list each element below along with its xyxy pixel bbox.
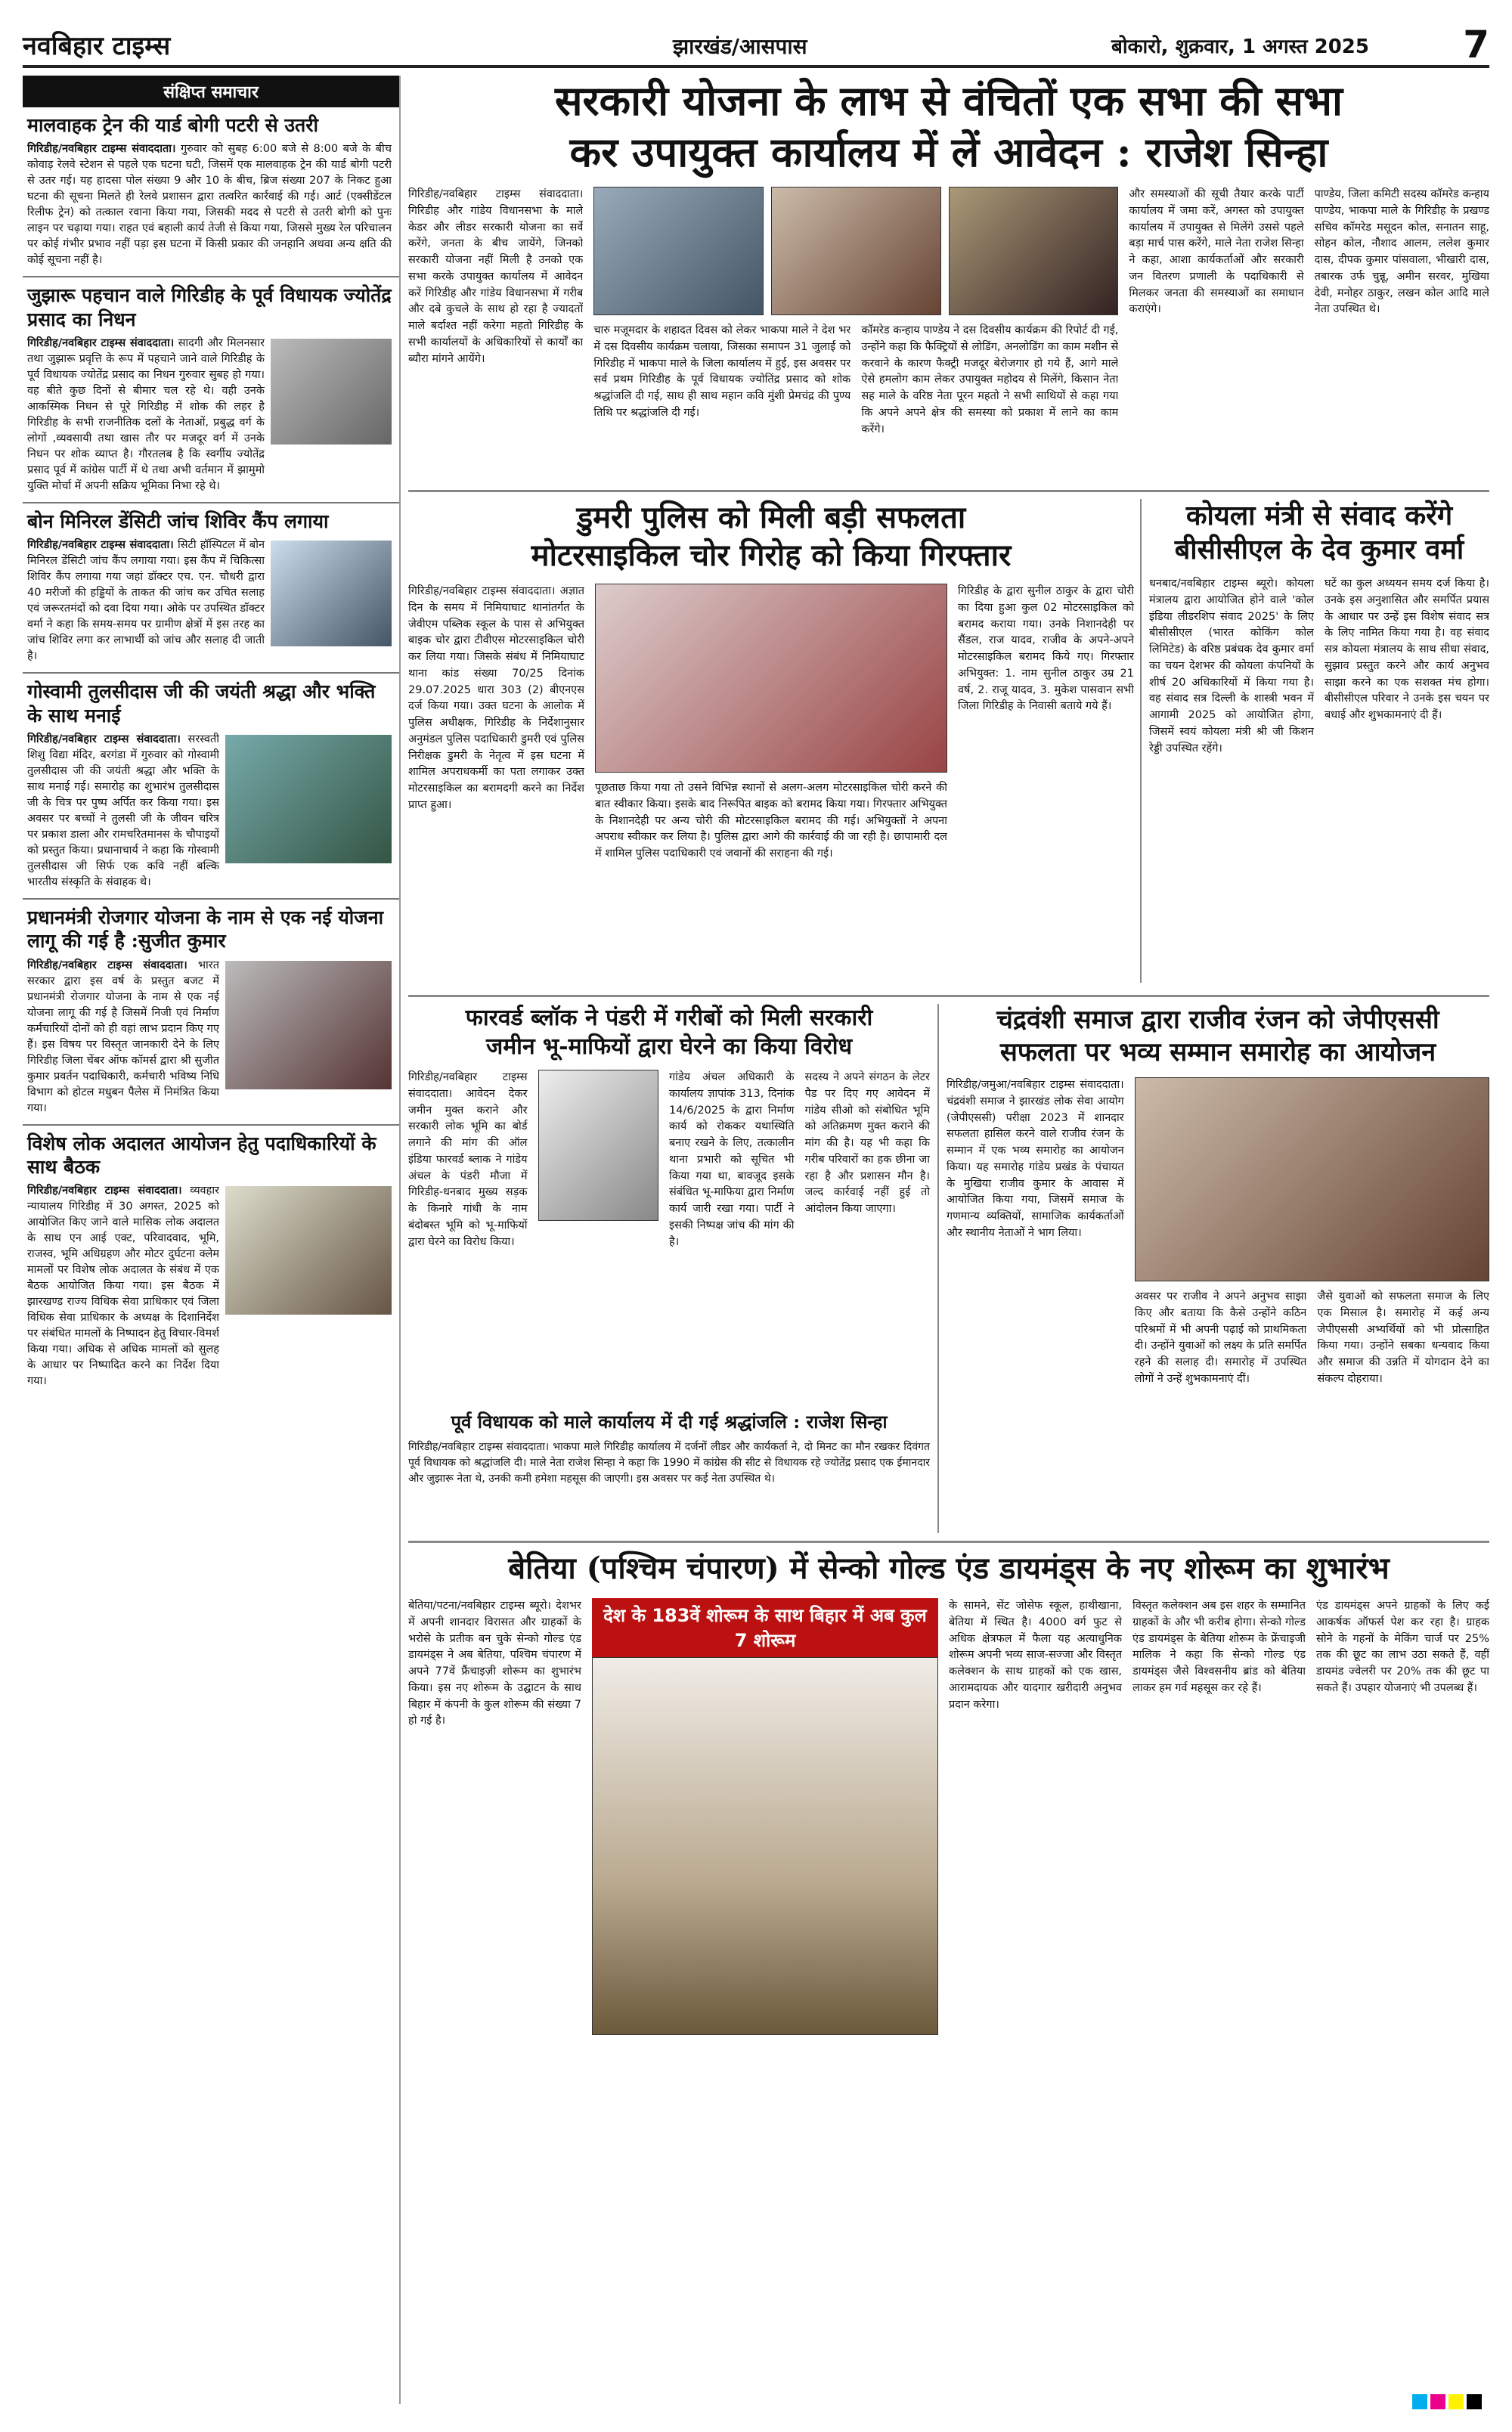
brief-body: गिरिडीह/नवबिहार टाइम्स संवाददाता। व्यवहार न्यायालय गिरिडीह में 30 अगस्त, 2025 को आयोजित किए जाने वाले मासिक लोक अदालत के साथ एन आई एक्ट, परिवादवाद, भूमि, राजस्व, भूमि अधिग्रहण और मोटर दुर्घटना क्लेम मामलों पर विशेष लोक अदालत के संबंध में एक बैठक आयोजित किया गया। इस बैठक में झारखण्ड राज्य विधिक सेवा प्राधिकार एवं जिला विधिक सेवा प्राधिकार के अध्यक्ष के दिशानिर्देश पर संबंधित मामलों के निष्पादन हेतु विचार-विमर्श किया गया। अधिक से अधिक मामलों को सुलह के आधार पर निष्पादित करने का निर्देश दिया गया।	[27, 1185, 219, 1388]
brief-headline: बोन मिनिरल डेंसिटी जांच शिविर कैंप लगाया	[27, 510, 329, 533]
story-column: पाण्डेय, जिला कमिटी सदस्य कॉमरेड कन्हाय पाण्डेय, भाकपा माले के गिरिडीह के प्रखण्ड सचिव कॉमरेड मसूदन कोल, सनातन साहू, सोहन कोल, नौशाद आलम, ललेश कुमार दास, दीपक कुमार पांसवाला, भीखारी दास, तबारक उर्फ चुन्नू, अमीन सरवर, मुखिया देवी, मनोहर ठाकुर, लखन कोल आदि माले नेता उपस्थित थे।	[1314, 188, 1489, 316]
yellow-swatch	[1448, 2394, 1464, 2409]
story-column: अवसर पर राजीव ने अपने अनुभव साझा किए और बताया कि कैसे उन्होंने कठिन परिश्रमों में भी अपनी पढ़ाई को प्राथमिकता दी। उन्होंने युवाओं को लक्ष्य के प्रति समर्पित रहने की सलाह दी। समारोह में उपस्थित लोगों ने उन्हें शुभकामनाएं दीं।	[1134, 1290, 1307, 1385]
divider	[408, 490, 1489, 492]
page-number: 7	[1463, 23, 1489, 67]
story-column: जैसे युवाओं को सफलता समाज के लिए एक मिसाल है। समारोह में कई अन्य जेपीएससी अभ्यर्थियों को भी प्रोत्साहित किया गया। उन्होंने सबका धन्यवाद किया और समाज की उन्नति में योगदान देने का संकल्प दोहराया।	[1317, 1290, 1489, 1385]
fwd-headline-line2: जमीन भू-माफियों द्वारा घेरने का किया विरोध	[485, 1033, 853, 1060]
brief-headline: जुझारू पहचान वाले गिरिडीह के पूर्व विधायक ज्योतेंद्र प्रसाद का निधन	[27, 284, 392, 330]
brief-body: गिरिडीह/नवबिहार टाइम्स संवाददाता। सरस्वती शिशु विद्या मंदिर, बरगंडा में गुरुवार को गोस्वामी तुलसीदास जी की जयंती श्रद्धा और भक्ति के साथ मनाई गई। समारोह का शुभारंभ तुलसीदास जी के चित्र पर पुष्प अर्पित कर किया गया। इस अवसर पर बच्चों ने तुलसी जी के जीवन चरित्र पर प्रकाश डाला और रामचरितमानस के चौपाइयों को प्रस्तुत किया। प्रधानाचार्य ने कहा कि गोस्वामी तुलसीदास जी सिर्फ एक कवि नहीं बल्कि भारतीय संस्कृति के संवाहक थे।	[27, 733, 219, 889]
story-column: गिरिडीह/नवबिहार टाइम्स संवाददाता। अज्ञात दिन के समय में निमियाघाट थानांतर्गत के जेवीएम पब्लिक स्कूल के पास से अभियुक्त बाइक चोर द्वारा टीवीएस मोटरसाइकिल चोरी कर लिया गया। जिसके संबंध में निमियाघाट थाना कांड संख्या 70/25 दिनांक 29.07.2025 धारा 303 (2) बीएनएस दर्ज किया गया। उक्त घटना के आलोक में पुलिस अधीक्षक, गिरिडीह के निर्देशानुसार अनुमंडल पुलिस पदाधिकारी डुमरी एवं पुलिस निरीक्षक डुमरी के नेतृत्व में इस घटना में शामिल अपराधकर्मी का पता लगाकर उक्त मोटरसाइकिल का बरामदगी करने का निर्देश प्राप्त हुआ।	[408, 585, 584, 811]
masthead: नवबिहार टाइम्स	[23, 31, 171, 61]
senco-headline: बेतिया (पश्चिम चंपारण) में सेन्को गोल्ड एंड डायमंड्स के नए शोरूम का शुभारंभ	[508, 1551, 1390, 1586]
black-swatch	[1467, 2394, 1482, 2409]
story-column: धनबाद/नवबिहार टाइम्स ब्यूरो। कोयला मंत्रालय द्वारा आयोजित होने वाले 'कोल इंडिया लीडरशिप संवाद 2025' के लिए बीसीसीएल (भारत कोकिंग कोल लिमिटेड) के वरिष्ठ प्रबंधक देव कुमार वर्मा का चयन देशभर की कोयला कंपनियों के शीर्ष 20 अधिकारियों में किया गया है। वह संवाद सत्र दिल्ली के शास्त्री भवन में आगामी 2025 को आयोजित होगा, जिसमें स्वयं कोयला मंत्री श्री जी किशन रेड्डी उपस्थित रहेंगे।	[1149, 578, 1314, 754]
issue-date: बोकारो, शुक्रवार, 1 अगस्त 2025	[1111, 36, 1369, 58]
page-header	[23, 23, 1489, 68]
story-column: चारु मजूमदार के शहादत दिवस को लेकर भाकपा माले ने देश भर में दस दिवसीय कार्यक्रम चलाया, जिसका समापन 31 जुलाई को गिरिडीह में भाकपा माले के जिला कार्यालय में हुई, इस अवसर पर सर्व प्रथम गिरिडीह के पूर्व विधायक ज्योतिंद्र प्रसाद को शोक श्रद्धांजलि दी गई, साथ ही साथ महान कवि मुंशी प्रेमचंद्र की पुण्य तिथि पर श्रद्धांजलि दी गई।	[593, 324, 851, 419]
senco-story	[408, 1550, 1489, 2404]
meeting-photo	[225, 961, 392, 1089]
briefs-column	[23, 76, 401, 2404]
senco-banner: देश के 183वें शोरूम के साथ बिहार में अब कुल 7 शोरूम	[592, 1598, 938, 1657]
school-event-photo	[225, 735, 392, 863]
gathering-photo	[771, 187, 941, 315]
brief-item	[23, 674, 399, 900]
obituary-body: गिरिडीह/नवबिहार टाइम्स संवाददाता। भाकपा माले गिरिडीह कार्यालय में दर्जनों लीडर और कार्यकर्ता ने, दो मिनट का मौन रखकर दिवंगत पूर्व विधायक को श्रद्धांजलि दी। माले नेता राजेश सिन्हा ने कहा कि 1990 में कांग्रेस की सीट से विधायक रहे ज्योतेंद्र प्रसाद एक ईमानदार और जुझारू नेता थे, उनकी कमी हमेशा महसूस की जाएगी। इस अवसर पर कई नेता उपस्थित थे।	[408, 1441, 930, 1485]
brief-headline: विशेष लोक अदालत आयोजन हेतु पदाधिकारियों के साथ बैठक	[27, 1132, 376, 1178]
brief-headline: गोस्वामी तुलसीदास जी की जयंती श्रद्धा और भक्ति के साथ मनाई	[27, 680, 376, 727]
lead-story	[408, 76, 1489, 484]
story-column: कॉमरेड कन्हाय पाण्डेय ने दस दिवसीय कार्यक्रम की रिपोर्ट दी गई, उन्होंने कहा कि फैक्ट्रियों से लोडिंग, अनलोडिंग का काम मशीन से करवाने के कारण फैक्ट्री मजदूर बेरोजगार हो गये हैं, आगे माले ऐसे हमलोग काम लेकर उपायुक्त महोदय से मिलेंगे, किसान नेता सह माले के वरिष्ठ नेता पूरन महतो ने सभी साथियों से कहा गया कि अपने अपने क्षेत्र की समस्या को प्रकाश में लाने का काम करेंगे।	[861, 324, 1119, 435]
forward-block-story	[408, 1004, 930, 1405]
story-column: पूछताछ किया गया तो उसने विभिन्न स्थानों से अलग-अलग मोटरसाइकिल चोरी करने की बात स्वीकार किया। इसके बाद निरूपित बाइक को बरामद किया गया। गिरफ्तार अभियुक्त के निशानदेही पर अन्य चोरी की मोटरसाइकिल बरामद की गई। अभियुक्तों ने अपना अपराध स्वीकार कर लिया है। पुलिस द्वारा आगे की कार्रवाई की जा रही है। छापामारी दल में शामिल पुलिस पदाधिकारी एवं जवानों की सराहना की गई।	[595, 782, 947, 860]
section-name: झारखंड/आसपास	[673, 34, 807, 59]
story-column: गिरिडीह/नवबिहार टाइम्स संवाददाता। गिरिडीह और गांडेय विधानसभा के माले केडर और लीडर सरकारी योजना का सर्वे करेंगे, जनता के बीच जायेंगे, जिनको सरकारी योजना नहीं मिली है उनको एक सभा करके उपायुक्त कार्यालय में आवेदन करें गिरिडीह और गांडेय विधानसभा में गरीब और दबे कुचले के साथ हो रहा है ज्यादतों माले बर्दाश्त नहीं करेगा महतो गिरिडीह के सभी कार्यालयों के अधिकारियों से कार्यों का ब्यौरा मांगने आयेंगे।	[408, 188, 584, 365]
brief-body: गिरिडीह/नवबिहार टाइम्स संवाददाता। भारत सरकार द्वारा इस वर्ष के प्रस्तुत बजट में प्रधानमंत्री रोजगार योजना के नाम से एक नई योजना लागू की गई है जिसमें निजी एवं निर्माण कर्मचारियों दोनों को ही वहां लाभ प्रदान किए गए हैं। इस विषय पर विस्तृत जानकारी देने के लिए गिरिडीह जिला चेंबर ऑफ कॉमर्स द्वारा श्री सुजीत कुमार प्रवर्तन पदाधिकारी, कर्मचारी भविष्य निधि विभाग को होटल मधुबन पैलेस में निमंत्रित किया गया।	[27, 959, 219, 1114]
divider	[937, 1004, 939, 1533]
lead-headline-line2: कर उपायुक्त कार्यालय में लें आवेदन : राजेश सिन्हा	[569, 127, 1328, 176]
brief-body: गिरिडीह/नवबिहार टाइम्स संवाददाता। सादगी और मिलनसार तथा जुझारू प्रवृत्ति के रूप में पहचाने जाने वाले गिरिडीह के पूर्व विधायक ज्योतेंद्र प्रसाद का निधन गुरुवार सुबह हो गया। वह बीते कुछ दिनों से बीमार चल रहे थे। वही उनके आकस्मिक निधन से पूरे गिरिडीह में शोक की लहर है गिरिडीह के सभी राजनीतिक दलों के नेताओं, प्रबुद्ध वर्ग के लोगों ,व्यवसायी तथा खास तौर पर मजदूर वर्ग में उनके निधन पर शोक व्याप्त है। गौरतलब है कि स्वर्गीय ज्योतेंद्र प्रसाद पूर्व में कांग्रेस पार्टी में थे तथा अभी वर्तमान में झामुमो युक्ति मोर्चा में अपनी सक्रिय भूमिका निभा रहे थे।	[27, 336, 265, 493]
brief-body: गिरिडीह/नवबिहार टाइम्स संवाददाता। सिटी हॉस्पिटल में बोन मिनिरल डेंसिटी जांच कैंप लगाया गया। इस कैंप में चिकित्सा शिविर कैंप लगाया गया जहां डॉक्टर एच. एन. चौधरी द्वारा 40 मरीजों की हड्डियों के ताकत की जांच कर उचित सलाह एवं जरूरतमंदों को दवा दिया गया। ओके पर उपस्थित डॉक्टर वर्मा ने कहा कि समय-समय पर ग्रामीण क्षेत्रों में इस तरह का जांच शिविर लगा कर लाभार्थी को जांच और सलाह दी जाती है।	[27, 539, 265, 663]
portrait-photo	[538, 1070, 659, 1221]
chandra-headline-line2: सफलता पर भव्य सम्मान समारोह का आयोजन	[999, 1036, 1436, 1067]
meeting-hall-photo	[949, 187, 1119, 315]
divider	[408, 1541, 1489, 1543]
magenta-swatch	[1430, 2394, 1445, 2409]
lead-headline-line1: सरकारी योजना के लाभ से वंचितों एक सभा की सभा	[555, 76, 1343, 125]
brief-item	[23, 900, 399, 1126]
main-area	[408, 76, 1489, 2404]
dumri-headline-line1: डुमरी पुलिस को मिली बड़ी सफलता	[576, 500, 966, 535]
obituary-headline: पूर्व विधायक को माले कार्यालय में दी गई श्रद्धांजलि : राजेश सिन्हा	[451, 1411, 888, 1433]
showroom-photo	[592, 1657, 938, 2035]
divider	[408, 995, 1489, 997]
story-column: गिरिडीह के द्वारा सुनील ठाकुर के द्वारा चोरी का दिया हुआ कुल 02 मोटरसाइकिल को बरामद कराया गया। उनके निशानदेही पर सैंडल, राज यादव, राजीव के अपने-अपने मोटरसाइकिल बरामद किये गए। गिरफ्तार अभियुक्त: 1. नाम सुनील ठाकुर उम्र 21 वर्ष, 2. राजू यादव, 3. मुकेश पासवान सभी जिला गिरिडीह के निवासी बताये गये हैं।	[958, 585, 1134, 713]
story-column: एंड डायमंड्स अपने ग्राहकों के लिए कई आकर्षक ऑफर्स पेश कर रहा है। ग्राहक सोने के गहनों के मेकिंग चार्ज पर 25% तक की छूट का लाभ उठा सकते हैं, वहीं डायमंड ज्वेलरी पर 20% तक की छूट पा सकते हैं। उपहार योजनाएं भी उपलब्ध हैं।	[1316, 1600, 1489, 1694]
police-arrest-photo	[595, 584, 947, 773]
story-column: गिरिडीह/नवबिहार टाइम्स संवाददाता। आवेदन देकर जमीन मुक्त कराने और सरकारी लोक भूमि का बोर्ड लगाने की मांग की ऑल इंडिया फारवर्ड ब्लाक ने गांडेय अंचल के पंडरी मौजा में गिरिडीह-धनबाद मुख्य सड़क के किनारे गांधी के नाम बंदोबस्त भूमि को भू-माफियों द्वारा घेरने का विरोध किया।	[408, 1071, 528, 1248]
story-column: घटें का कुल अध्ययन समय दर्ज किया है। उनके इस अनुशासित और समर्पित प्रयास के आधार पर उन्हें इस विशेष संवाद सत्र के लिए नामित किया गया है। वह संवाद सत्र कोयला मंत्रालय के साथ सीधा संवाद, सुझाव प्रस्तुत करने और कार्य अनुभव साझा करने का एक सशक्त मंच होगा। बीसीसीएल परिवार ने उनके इस चयन पर बधाई और शुभकामनाएं दी हैं।	[1325, 578, 1489, 721]
chandravanshi-story	[947, 1004, 1489, 1533]
story-column: विस्तृत कलेक्शन अब इस शहर के सम्मानित ग्राहकों के और भी करीब होगा। सेन्को गोल्ड एंड डायमंड्स के बेतिया शोरूम के फ्रेंचाइजी मालिक ने कहा कि सेन्को गोल्ड एंड डायमंड्स जैसे विश्वसनीय ब्रांड को बेतिया लाकर हम गर्व महसूस कर रहे हैं।	[1132, 1600, 1306, 1694]
brief-item	[23, 1126, 399, 1398]
coal-headline-line1: कोयला मंत्री से संवाद करेंगे	[1185, 500, 1453, 531]
story-column: और समस्याओं की सूची तैयार करके पार्टी कार्यालय में जमा करें, अगस्त को उपायुक्त कार्यालय में उपायुक्त से मिलेंगे उससे पहले बड़ा मार्च पास करेंगे, माले नेता राजेश सिन्हा ने कहा, आशा कार्यकर्ताओं और सरकारी जन वितरण प्रणाली के पदाधिकारी से मिलकर जनता की समस्याओं का समाधान कराएंगे।	[1129, 188, 1304, 316]
cyan-swatch	[1412, 2394, 1427, 2409]
brief-item	[23, 107, 399, 277]
brief-headline: मालवाहक ट्रेन की यार्ड बोगी पटरी से उतरी	[27, 114, 319, 136]
brief-item	[23, 277, 399, 503]
story-column: बेतिया/पटना/नवबिहार टाइम्स ब्यूरो। देशभर में अपनी शानदार विरासत और ग्राहकों के भरोसे के प्रतीक बन चुके सेन्को गोल्ड एंड डायमंड्स ने अब बेतिया, पश्चिम चंपारण में अपने 77वें फ्रैंचाइज़ी शोरूम का शुभारंभ किया। इस नए शोरूम के उद्घाटन के साथ बिहार में कंपनी के कुल शोरूम की संख्या 7 हो गई है।	[408, 1600, 581, 1727]
story-column: के सामने, सेंट जोसेफ स्कूल, हाथीखाना, बेतिया में स्थित है। 4000 वर्ग फुट से अधिक क्षेत्रफल में फैला यह अत्याधुनिक शोरूम अपनी भव्य साज-सज्जा और विस्तृत कलेक्शन के साथ ग्राहकों को एक खास, आरामदायक और यादगार खरीदारी अनुभव प्रदान करेगा।	[949, 1600, 1122, 1711]
brief-headline: प्रधानमंत्री रोजगार योजना के नाम से एक नई योजना लागू की गई है :सुजीत कुमार	[27, 906, 384, 953]
briefs-title: संक्षिप्त समाचार	[23, 76, 399, 107]
court-meeting-photo	[225, 1186, 392, 1315]
divider	[1140, 499, 1142, 983]
coal-minister-story	[1149, 499, 1489, 990]
cmyk-color-marks	[1412, 2394, 1482, 2409]
dumri-headline-line2: मोटरसाइकिल चोर गिरोह को किया गिरफ्तार	[531, 538, 1012, 573]
brief-body: गिरिडीह/नवबिहार टाइम्स संवाददाता। गुरुवार को सुबह 6:00 बजे से 8:00 बजे के बीच कोवाड़ रेलवे स्टेशन से पहले एक घटना घटी, जिसमें एक मालवाहक ट्रेन की यार्ड बोगी पटरी से उतर गई। यह हादसा पोल संख्या 9 और 10 के बीच, ब्रिज संख्या 207 के निकट हुआ घटना की सूचना मिलते ही रेलवे प्रशासन द्वारा तत्वरित कार्रवाई की गई। आर्ट (एक्सीडेंटल रिलीफ ट्रेन) को तत्काल रवाना किया गया, जिसकी मदद से पटरी से उतरी बोगी को पुनः लाइन पर चढ़ाया गया। राहत एवं बहाली कार्य तेजी से किया गया, जिससे मुख्य रेल परिचालन पर कोई गंभीर प्रभाव नहीं पड़ा इस घटना में किसी प्रकार की जनहानि अथवा अन्य क्षति की कोई सूचना नहीं है।	[27, 143, 392, 267]
story-column: गांडेय अंचल अधिकारी के कार्यालय ज्ञापांक 313, दिनांक 14/6/2025 के द्वारा निर्माण कार्य को रोककर यथास्थिति बनाए रखने के लिए, तत्कालीन थाना प्रभारी को सूचित भी किया गया था, बावजूद इसके संबंधित भू-माफिया द्वारा निर्माण कार्य जारी रखा गया। पार्टी ने इसकी निष्पक्ष जांच की मांग की है।	[669, 1071, 795, 1248]
dumri-police-story	[408, 499, 1134, 990]
brief-item	[23, 503, 399, 674]
portrait-photo	[271, 339, 392, 445]
felicitation-photo	[1135, 1077, 1489, 1281]
story-column: सदस्य ने अपने संगठन के लेटर पैड पर दिए गए आवेदन में गांडेय सीओ को संबोधित भूमि को अतिक्रमण मुक्त कराने की मांग की है। यह भी कहा कि गरीब परिवारों का हक छीना जा रहा है और प्रशासन मौन है। जल्द कार्रवाई नहीं हुई तो आंदोलन किया जाएगा।	[804, 1071, 930, 1215]
coal-headline-line2: बीसीसीएल के देव कुमार वर्मा	[1174, 534, 1464, 565]
fwd-headline-line1: फारवर्ड ब्लॉक ने पंडरी में गरीबों को मिली सरकारी	[465, 1005, 873, 1031]
obituary-story	[408, 1411, 930, 1539]
rally-photo	[593, 187, 764, 315]
chandra-headline-line1: चंद्रवंशी समाज द्वारा राजीव रंजन को जेपीएससी	[996, 1005, 1439, 1035]
medical-camp-photo	[271, 541, 392, 646]
story-column: गिरिडीह/जमुआ/नवबिहार टाइम्स संवाददाता। चंद्रवंशी समाज ने झारखंड लोक सेवा आयोग (जेपीएससी) परीक्षा 2023 में शानदार सफलता हासिल करने वाले राजीव रंजन के सम्मान में एक भव्य समारोह का आयोजन किया। यह समारोह गांडेय प्रखंड के पंचायत के मुखिया राजीव कुमार के आवास में आयोजित किया गया, जिसमें समाज के गणमान्य व्यक्तियों, सामाजिक कार्यकर्ताओं और स्थानीय नेताओं ने भाग लिया।	[947, 1079, 1124, 1239]
